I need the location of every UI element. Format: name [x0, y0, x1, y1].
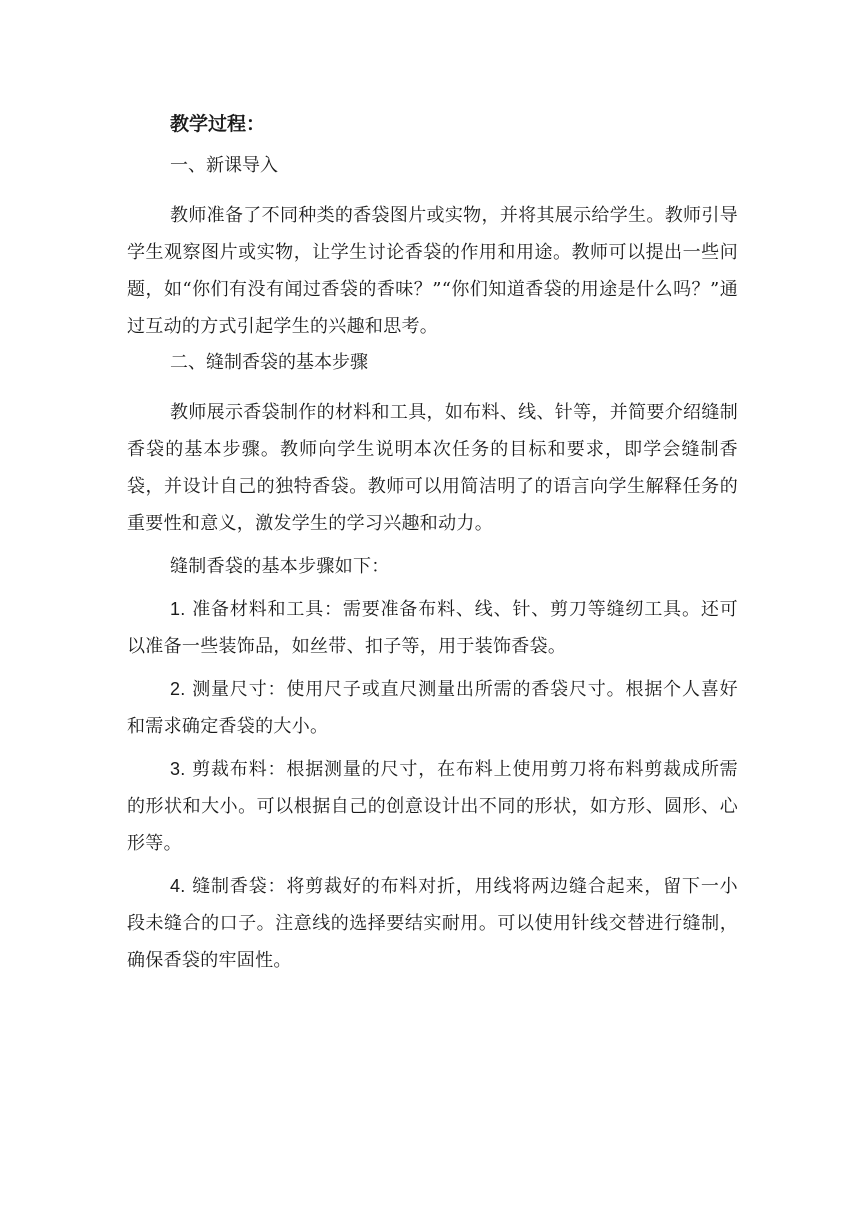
document-title: 教学过程： — [170, 113, 266, 135]
step-item-2 — [127, 671, 738, 745]
step-number: 3. — [170, 759, 186, 779]
steps-intro: 缝制香袋的基本步骤如下： — [170, 556, 390, 577]
step-number: 4. — [170, 876, 186, 896]
step-item-1 — [127, 591, 738, 665]
step-number: 2. — [170, 679, 186, 699]
section-heading-steps: 二、缝制香袋的基本步骤 — [170, 352, 368, 373]
step-number: 1. — [170, 599, 186, 619]
paragraph-intro: 教师准备了不同种类的香袋图片或实物，并将其展示给学生。教师引导学生观察图片或实物，让学生讨论香袋的作用和用途。教师可以提出一些问题，如“你们有没有闻过香袋的香味？”“你们知道香袋的用途是什么吗？”通过互动的方式引起学生的兴趣和思考。 — [127, 205, 738, 337]
step-text: 剪裁布料：根据测量的尺寸，在布料上使用剪刀将布料剪裁成所需的形状和大小。可以根据自己的创意设计出不同的形状，如方形、圆形、心形等。 — [127, 759, 738, 854]
paragraph-steps-overview: 教师展示香袋制作的材料和工具，如布料、线、针等，并简要介绍缝制香袋的基本步骤。教师向学生说明本次任务的目标和要求，即学会缝制香袋，并设计自己的独特香袋。教师可以用简洁明了的语言向学生解释任务的重要性和意义，激发学生的学习兴趣和动力。 — [127, 402, 738, 534]
section-heading-intro: 一、新课导入 — [170, 155, 278, 176]
step-item-4 — [127, 868, 738, 979]
step-text: 准备材料和工具：需要准备布料、线、针、剪刀等缝纫工具。还可以准备一些装饰品，如丝带、扣子等，用于装饰香袋。 — [127, 599, 738, 657]
step-text: 测量尺寸：使用尺子或直尺测量出所需的香袋尺寸。根据个人喜好和需求确定香袋的大小。 — [127, 679, 738, 737]
step-item-3 — [127, 751, 738, 862]
step-text: 缝制香袋：将剪裁好的布料对折，用线将两边缝合起来，留下一小段未缝合的口子。注意线的选择要结实耐用。可以使用针线交替进行缝制，确保香袋的牢固性。 — [127, 876, 738, 971]
